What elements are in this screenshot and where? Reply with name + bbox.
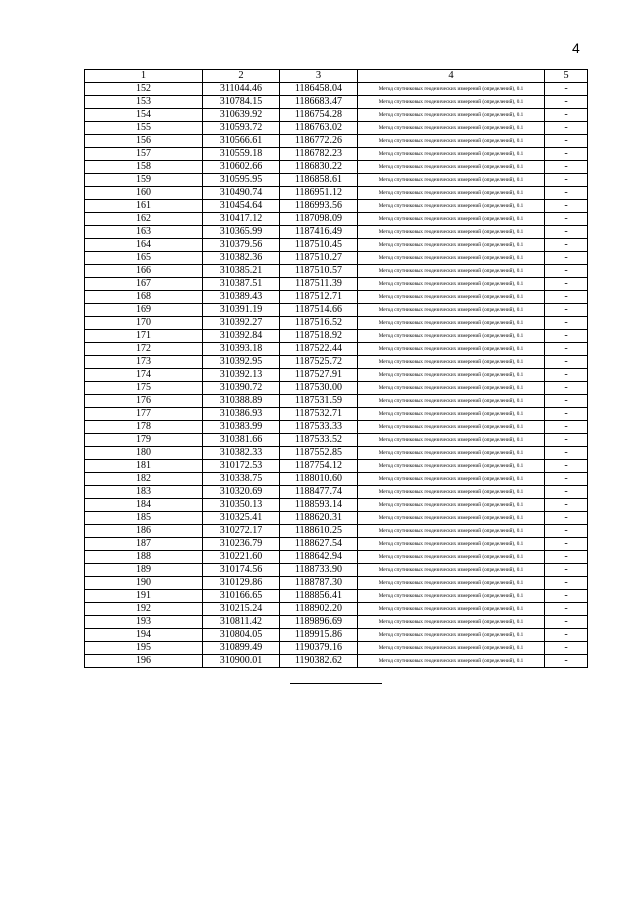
x-coordinate-cell: 310350.13 (203, 499, 280, 512)
y-coordinate-cell: 1187525.72 (280, 356, 358, 369)
method-cell: Метод спутниковых геодезических измерений (определений), 0.1 (358, 369, 545, 382)
method-cell: Метод спутниковых геодезических измерений (определений), 0.1 (358, 577, 545, 590)
description-cell: - (545, 161, 588, 174)
method-cell: Метод спутниковых геодезических измерений (определений), 0.1 (358, 96, 545, 109)
method-cell: Метод спутниковых геодезических измерений (определений), 0.1 (358, 434, 545, 447)
y-coordinate-cell: 1187514.66 (280, 304, 358, 317)
x-coordinate-cell: 310392.95 (203, 356, 280, 369)
x-coordinate-cell: 310272.17 (203, 525, 280, 538)
method-cell: Метод спутниковых геодезических измерений (определений), 0.1 (358, 538, 545, 551)
y-coordinate-cell: 1187552.85 (280, 447, 358, 460)
point-number-cell: 181 (85, 460, 203, 473)
point-number-cell: 154 (85, 109, 203, 122)
method-cell: Метод спутниковых геодезических измерений (определений), 0.1 (358, 655, 545, 668)
point-number-cell: 177 (85, 408, 203, 421)
table-row (85, 616, 588, 629)
method-cell: Метод спутниковых геодезических измерений (определений), 0.1 (358, 161, 545, 174)
description-cell: - (545, 421, 588, 434)
y-coordinate-cell: 1186754.28 (280, 109, 358, 122)
table-row (85, 655, 588, 668)
x-coordinate-cell: 310454.64 (203, 200, 280, 213)
point-number-cell: 158 (85, 161, 203, 174)
description-cell: - (545, 538, 588, 551)
description-cell: - (545, 148, 588, 161)
y-coordinate-cell: 1188642.94 (280, 551, 358, 564)
description-cell: - (545, 96, 588, 109)
footer-divider-line (290, 683, 382, 684)
description-cell: - (545, 395, 588, 408)
description-cell: - (545, 408, 588, 421)
method-cell: Метод спутниковых геодезических измерений (определений), 0.1 (358, 603, 545, 616)
y-coordinate-cell: 1187416.49 (280, 226, 358, 239)
x-coordinate-cell: 310172.53 (203, 460, 280, 473)
y-coordinate-cell: 1187522.44 (280, 343, 358, 356)
point-number-cell: 168 (85, 291, 203, 304)
table-row (85, 538, 588, 551)
point-number-cell: 163 (85, 226, 203, 239)
method-cell: Метод спутниковых геодезических измерений (определений), 0.1 (358, 460, 545, 473)
description-cell: - (545, 551, 588, 564)
column-header-method: 4 (358, 70, 545, 83)
point-number-cell: 187 (85, 538, 203, 551)
method-cell: Метод спутниковых геодезических измерений (определений), 0.1 (358, 174, 545, 187)
x-coordinate-cell: 310784.15 (203, 96, 280, 109)
x-coordinate-cell: 310382.36 (203, 252, 280, 265)
description-cell: - (545, 590, 588, 603)
table-row (85, 421, 588, 434)
method-cell: Метод спутниковых геодезических измерений (определений), 0.1 (358, 265, 545, 278)
x-coordinate-cell: 310166.65 (203, 590, 280, 603)
point-number-cell: 157 (85, 148, 203, 161)
description-cell: - (545, 369, 588, 382)
x-coordinate-cell: 310811.42 (203, 616, 280, 629)
method-cell: Метод спутниковых геодезических измерений (определений), 0.1 (358, 239, 545, 252)
table-row (85, 265, 588, 278)
y-coordinate-cell: 1186772.26 (280, 135, 358, 148)
method-cell: Метод спутниковых геодезических измерений (определений), 0.1 (358, 109, 545, 122)
description-cell: - (545, 265, 588, 278)
y-coordinate-cell: 1186782.23 (280, 148, 358, 161)
point-number-cell: 190 (85, 577, 203, 590)
y-coordinate-cell: 1187533.33 (280, 421, 358, 434)
point-number-cell: 165 (85, 252, 203, 265)
description-cell: - (545, 382, 588, 395)
point-number-cell: 186 (85, 525, 203, 538)
x-coordinate-cell: 311044.46 (203, 83, 280, 96)
table-row (85, 330, 588, 343)
description-cell: - (545, 499, 588, 512)
x-coordinate-cell: 310388.89 (203, 395, 280, 408)
description-cell: - (545, 174, 588, 187)
x-coordinate-cell: 310391.19 (203, 304, 280, 317)
x-coordinate-cell: 310215.24 (203, 603, 280, 616)
y-coordinate-cell: 1186763.02 (280, 122, 358, 135)
description-cell: - (545, 603, 588, 616)
point-number-cell: 179 (85, 434, 203, 447)
x-coordinate-cell: 310392.27 (203, 317, 280, 330)
y-coordinate-cell: 1187516.52 (280, 317, 358, 330)
x-coordinate-cell: 310221.60 (203, 551, 280, 564)
point-number-cell: 192 (85, 603, 203, 616)
y-coordinate-cell: 1187533.52 (280, 434, 358, 447)
y-coordinate-cell: 1189915.86 (280, 629, 358, 642)
point-number-cell: 174 (85, 369, 203, 382)
table-row (85, 473, 588, 486)
point-number-cell: 180 (85, 447, 203, 460)
x-coordinate-cell: 310602.66 (203, 161, 280, 174)
table-body (85, 83, 588, 668)
x-coordinate-cell: 310417.12 (203, 213, 280, 226)
point-number-cell: 182 (85, 473, 203, 486)
y-coordinate-cell: 1188010.60 (280, 473, 358, 486)
table-row (85, 525, 588, 538)
x-coordinate-cell: 310900.01 (203, 655, 280, 668)
x-coordinate-cell: 310389.43 (203, 291, 280, 304)
y-coordinate-cell: 1187510.27 (280, 252, 358, 265)
description-cell: - (545, 226, 588, 239)
method-cell: Метод спутниковых геодезических измерений (определений), 0.1 (358, 252, 545, 265)
table-row (85, 603, 588, 616)
table-row (85, 512, 588, 525)
table-row (85, 291, 588, 304)
coordinates-table (84, 69, 588, 668)
method-cell: Метод спутниковых геодезических измерений (определений), 0.1 (358, 642, 545, 655)
method-cell: Метод спутниковых геодезических измерений (определений), 0.1 (358, 83, 545, 96)
point-number-cell: 160 (85, 187, 203, 200)
method-cell: Метод спутниковых геодезических измерений (определений), 0.1 (358, 356, 545, 369)
y-coordinate-cell: 1187527.91 (280, 369, 358, 382)
method-cell: Метод спутниковых геодезических измерений (определений), 0.1 (358, 395, 545, 408)
x-coordinate-cell: 310338.75 (203, 473, 280, 486)
point-number-cell: 159 (85, 174, 203, 187)
y-coordinate-cell: 1187518.92 (280, 330, 358, 343)
method-cell: Метод спутниковых геодезических измерений (определений), 0.1 (358, 135, 545, 148)
method-cell: Метод спутниковых геодезических измерений (определений), 0.1 (358, 122, 545, 135)
table-row (85, 564, 588, 577)
description-cell: - (545, 239, 588, 252)
point-number-cell: 184 (85, 499, 203, 512)
table-row (85, 226, 588, 239)
y-coordinate-cell: 1188610.25 (280, 525, 358, 538)
x-coordinate-cell: 310365.99 (203, 226, 280, 239)
y-coordinate-cell: 1186993.56 (280, 200, 358, 213)
point-number-cell: 175 (85, 382, 203, 395)
description-cell: - (545, 655, 588, 668)
method-cell: Метод спутниковых геодезических измерений (определений), 0.1 (358, 200, 545, 213)
description-cell: - (545, 135, 588, 148)
description-cell: - (545, 629, 588, 642)
x-coordinate-cell: 310392.13 (203, 369, 280, 382)
description-cell: - (545, 577, 588, 590)
description-cell: - (545, 512, 588, 525)
method-cell: Метод спутниковых геодезических измерений (определений), 0.1 (358, 343, 545, 356)
point-number-cell: 188 (85, 551, 203, 564)
table-row (85, 200, 588, 213)
column-header-description: 5 (545, 70, 588, 83)
x-coordinate-cell: 310559.18 (203, 148, 280, 161)
y-coordinate-cell: 1187754.12 (280, 460, 358, 473)
y-coordinate-cell: 1186683.47 (280, 96, 358, 109)
x-coordinate-cell: 310392.84 (203, 330, 280, 343)
y-coordinate-cell: 1190379.16 (280, 642, 358, 655)
method-cell: Метод спутниковых геодезических измерений (определений), 0.1 (358, 278, 545, 291)
point-number-cell: 172 (85, 343, 203, 356)
table-row (85, 135, 588, 148)
table-row (85, 499, 588, 512)
method-cell: Метод спутниковых геодезических измерений (определений), 0.1 (358, 187, 545, 200)
y-coordinate-cell: 1188620.31 (280, 512, 358, 525)
method-cell: Метод спутниковых геодезических измерений (определений), 0.1 (358, 473, 545, 486)
table-row (85, 278, 588, 291)
point-number-cell: 194 (85, 629, 203, 642)
y-coordinate-cell: 1186458.04 (280, 83, 358, 96)
method-cell: Метод спутниковых геодезических измерений (определений), 0.1 (358, 226, 545, 239)
table-row (85, 486, 588, 499)
table-row (85, 551, 588, 564)
description-cell: - (545, 278, 588, 291)
x-coordinate-cell: 310387.51 (203, 278, 280, 291)
point-number-cell: 162 (85, 213, 203, 226)
y-coordinate-cell: 1186951.12 (280, 187, 358, 200)
table-row (85, 629, 588, 642)
point-number-cell: 193 (85, 616, 203, 629)
point-number-cell: 156 (85, 135, 203, 148)
table-row (85, 161, 588, 174)
x-coordinate-cell: 310383.99 (203, 421, 280, 434)
method-cell: Метод спутниковых геодезических измерений (определений), 0.1 (358, 421, 545, 434)
point-number-cell: 189 (85, 564, 203, 577)
point-number-cell: 166 (85, 265, 203, 278)
point-number-cell: 155 (85, 122, 203, 135)
point-number-cell: 169 (85, 304, 203, 317)
description-cell: - (545, 642, 588, 655)
y-coordinate-cell: 1188593.14 (280, 499, 358, 512)
x-coordinate-cell: 310381.66 (203, 434, 280, 447)
point-number-cell: 196 (85, 655, 203, 668)
table-row (85, 122, 588, 135)
description-cell: - (545, 252, 588, 265)
table-row (85, 356, 588, 369)
column-header-number: 1 (85, 70, 203, 83)
description-cell: - (545, 200, 588, 213)
method-cell: Метод спутниковых геодезических измерений (определений), 0.1 (358, 148, 545, 161)
x-coordinate-cell: 310639.92 (203, 109, 280, 122)
method-cell: Метод спутниковых геодезических измерений (определений), 0.1 (358, 486, 545, 499)
y-coordinate-cell: 1189896.69 (280, 616, 358, 629)
method-cell: Метод спутниковых геодезических измерений (определений), 0.1 (358, 408, 545, 421)
point-number-cell: 167 (85, 278, 203, 291)
description-cell: - (545, 317, 588, 330)
x-coordinate-cell: 310393.18 (203, 343, 280, 356)
method-cell: Метод спутниковых геодезических измерений (определений), 0.1 (358, 382, 545, 395)
y-coordinate-cell: 1188733.90 (280, 564, 358, 577)
table-row (85, 590, 588, 603)
point-number-cell: 173 (85, 356, 203, 369)
y-coordinate-cell: 1187532.71 (280, 408, 358, 421)
x-coordinate-cell: 310593.72 (203, 122, 280, 135)
y-coordinate-cell: 1188902.20 (280, 603, 358, 616)
description-cell: - (545, 291, 588, 304)
method-cell: Метод спутниковых геодезических измерений (определений), 0.1 (358, 590, 545, 603)
point-number-cell: 183 (85, 486, 203, 499)
method-cell: Метод спутниковых геодезических измерений (определений), 0.1 (358, 512, 545, 525)
description-cell: - (545, 525, 588, 538)
description-cell: - (545, 356, 588, 369)
method-cell: Метод спутниковых геодезических измерений (определений), 0.1 (358, 291, 545, 304)
x-coordinate-cell: 310236.79 (203, 538, 280, 551)
table-row (85, 252, 588, 265)
point-number-cell: 195 (85, 642, 203, 655)
x-coordinate-cell: 310490.74 (203, 187, 280, 200)
y-coordinate-cell: 1187510.57 (280, 265, 358, 278)
point-number-cell: 153 (85, 96, 203, 109)
description-cell: - (545, 473, 588, 486)
method-cell: Метод спутниковых геодезических измерений (определений), 0.1 (358, 317, 545, 330)
x-coordinate-cell: 310382.33 (203, 447, 280, 460)
x-coordinate-cell: 310390.72 (203, 382, 280, 395)
y-coordinate-cell: 1187530.00 (280, 382, 358, 395)
description-cell: - (545, 434, 588, 447)
method-cell: Метод спутниковых геодезических измерений (определений), 0.1 (358, 330, 545, 343)
point-number-cell: 170 (85, 317, 203, 330)
x-coordinate-cell: 310899.49 (203, 642, 280, 655)
point-number-cell: 161 (85, 200, 203, 213)
y-coordinate-cell: 1187511.39 (280, 278, 358, 291)
table-row (85, 239, 588, 252)
point-number-cell: 191 (85, 590, 203, 603)
table-row (85, 577, 588, 590)
description-cell: - (545, 304, 588, 317)
description-cell: - (545, 187, 588, 200)
description-cell: - (545, 109, 588, 122)
point-number-cell: 171 (85, 330, 203, 343)
y-coordinate-cell: 1187098.09 (280, 213, 358, 226)
method-cell: Метод спутниковых геодезических измерений (определений), 0.1 (358, 525, 545, 538)
method-cell: Метод спутниковых геодезических измерений (определений), 0.1 (358, 551, 545, 564)
description-cell: - (545, 343, 588, 356)
x-coordinate-cell: 310174.56 (203, 564, 280, 577)
table-header-row (85, 70, 588, 83)
table-row (85, 343, 588, 356)
column-header-x: 2 (203, 70, 280, 83)
point-number-cell: 185 (85, 512, 203, 525)
table-row (85, 109, 588, 122)
y-coordinate-cell: 1186858.61 (280, 174, 358, 187)
x-coordinate-cell: 310320.69 (203, 486, 280, 499)
description-cell: - (545, 564, 588, 577)
x-coordinate-cell: 310379.56 (203, 239, 280, 252)
table-row (85, 447, 588, 460)
table-row (85, 213, 588, 226)
method-cell: Метод спутниковых геодезических измерений (определений), 0.1 (358, 447, 545, 460)
table-row (85, 408, 588, 421)
y-coordinate-cell: 1187531.59 (280, 395, 358, 408)
table-row (85, 460, 588, 473)
table-row (85, 382, 588, 395)
y-coordinate-cell: 1188477.74 (280, 486, 358, 499)
description-cell: - (545, 213, 588, 226)
point-number-cell: 178 (85, 421, 203, 434)
y-coordinate-cell: 1186830.22 (280, 161, 358, 174)
table-row (85, 395, 588, 408)
table-row (85, 317, 588, 330)
point-number-cell: 164 (85, 239, 203, 252)
x-coordinate-cell: 310386.93 (203, 408, 280, 421)
description-cell: - (545, 83, 588, 96)
y-coordinate-cell: 1187512.71 (280, 291, 358, 304)
y-coordinate-cell: 1188787.30 (280, 577, 358, 590)
y-coordinate-cell: 1188627.54 (280, 538, 358, 551)
table-row (85, 187, 588, 200)
table-row (85, 174, 588, 187)
method-cell: Метод спутниковых геодезических измерений (определений), 0.1 (358, 304, 545, 317)
y-coordinate-cell: 1190382.62 (280, 655, 358, 668)
y-coordinate-cell: 1187510.45 (280, 239, 358, 252)
method-cell: Метод спутниковых геодезических измерений (определений), 0.1 (358, 629, 545, 642)
x-coordinate-cell: 310129.86 (203, 577, 280, 590)
point-number-cell: 152 (85, 83, 203, 96)
method-cell: Метод спутниковых геодезических измерений (определений), 0.1 (358, 213, 545, 226)
table-row (85, 148, 588, 161)
method-cell: Метод спутниковых геодезических измерений (определений), 0.1 (358, 616, 545, 629)
table-row (85, 83, 588, 96)
method-cell: Метод спутниковых геодезических измерений (определений), 0.1 (358, 499, 545, 512)
y-coordinate-cell: 1188856.41 (280, 590, 358, 603)
table-row (85, 369, 588, 382)
x-coordinate-cell: 310595.95 (203, 174, 280, 187)
page-number: 4 (572, 40, 580, 56)
x-coordinate-cell: 310566.61 (203, 135, 280, 148)
table-row (85, 642, 588, 655)
point-number-cell: 176 (85, 395, 203, 408)
description-cell: - (545, 460, 588, 473)
description-cell: - (545, 486, 588, 499)
description-cell: - (545, 330, 588, 343)
x-coordinate-cell: 310385.21 (203, 265, 280, 278)
description-cell: - (545, 616, 588, 629)
column-header-y: 3 (280, 70, 358, 83)
method-cell: Метод спутниковых геодезических измерений (определений), 0.1 (358, 564, 545, 577)
x-coordinate-cell: 310804.05 (203, 629, 280, 642)
table-row (85, 434, 588, 447)
description-cell: - (545, 447, 588, 460)
description-cell: - (545, 122, 588, 135)
table-row (85, 304, 588, 317)
x-coordinate-cell: 310325.41 (203, 512, 280, 525)
table-row (85, 96, 588, 109)
